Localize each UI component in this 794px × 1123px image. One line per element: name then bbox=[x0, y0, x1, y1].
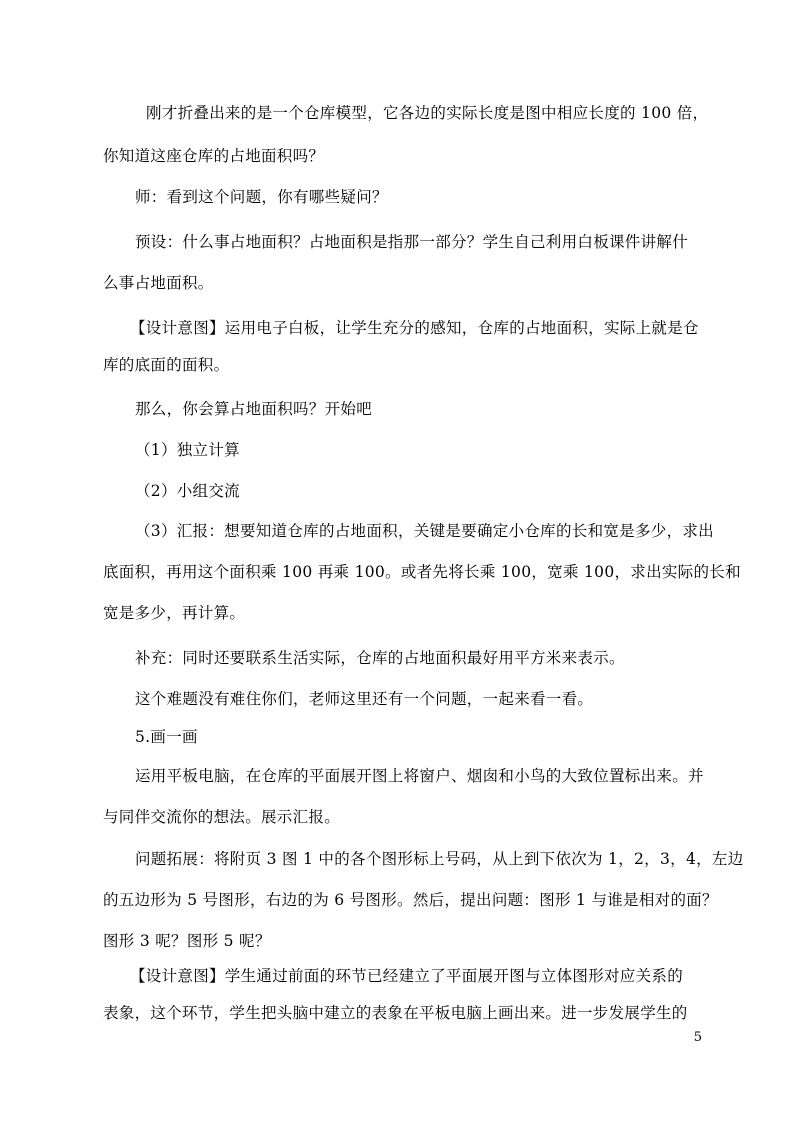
text-line: 师：看到这个问题，你有哪些疑问？ bbox=[135, 188, 388, 206]
text-line: 与同伴交流你的想法。展示汇报。 bbox=[103, 808, 341, 826]
text-line: （2）小组交流 bbox=[135, 482, 240, 500]
text-line: 这个难题没有难住你们，老师这里还有一个问题，一起来看一看。 bbox=[135, 690, 594, 708]
text-line: 表象，这个环节，学生把头脑中建立的表象在平板电脑上画出来。进一步发展学生的 bbox=[103, 1004, 688, 1022]
text-line: 么事占地面积。 bbox=[103, 274, 214, 292]
text-line: 【设计意图】学生通过前面的环节已经建立了平面展开图与立体图形对应关系的 bbox=[130, 967, 684, 985]
text-line: 【设计意图】运用电子白板，让学生充分的感知，仓库的占地面积，实际上就是仓 bbox=[130, 319, 699, 337]
text-line: 补充：同时还要联系生活实际，仓库的占地面积最好用平方米来表示。 bbox=[135, 649, 625, 667]
text-line: 刚才折叠出来的是一个仓库模型，它各边的实际长度是图中相应长度的 100 倍， bbox=[146, 104, 709, 122]
text-line: （3）汇报：想要知道仓库的占地面积，关键是要确定小仓库的长和宽是多少，求出 bbox=[135, 522, 714, 540]
text-line: 图形 3 呢？图形 5 呢？ bbox=[103, 932, 271, 950]
text-line: 底面积，再用这个面积乘 100 再乘 100。或者先将长乘 100，宽乘 100，求出实际的长和 bbox=[103, 563, 741, 581]
text-line: 库的底面的面积。 bbox=[103, 356, 230, 374]
text-line: 预设：什么事占地面积？占地面积是指那一部分？学生自己利用白板课件讲解什 bbox=[135, 233, 689, 251]
text-line: 那么，你会算占地面积吗？开始吧 bbox=[135, 400, 373, 418]
page-number: 5 bbox=[693, 1030, 702, 1045]
text-line: 5.画一画 bbox=[135, 728, 198, 746]
text-line: 的五边形为 5 号图形，右边的为 6 号图形。然后，提出问题：图形 1 与谁是相对的面？ bbox=[103, 891, 718, 909]
text-line: 问题拓展：将附页 3 图 1 中的各个图形标上号码，从上到下依次为 1，2，3，4，左边 bbox=[135, 850, 744, 868]
text-line: 你知道这座仓库的占地面积吗？ bbox=[103, 147, 325, 165]
text-line: （1）独立计算 bbox=[135, 441, 240, 459]
text-line: 运用平板电脑，在仓库的平面展开图上将窗户、烟囱和小鸟的大致位置标出来。并 bbox=[135, 767, 704, 785]
text-line: 宽是多少，再计算。 bbox=[103, 604, 246, 622]
